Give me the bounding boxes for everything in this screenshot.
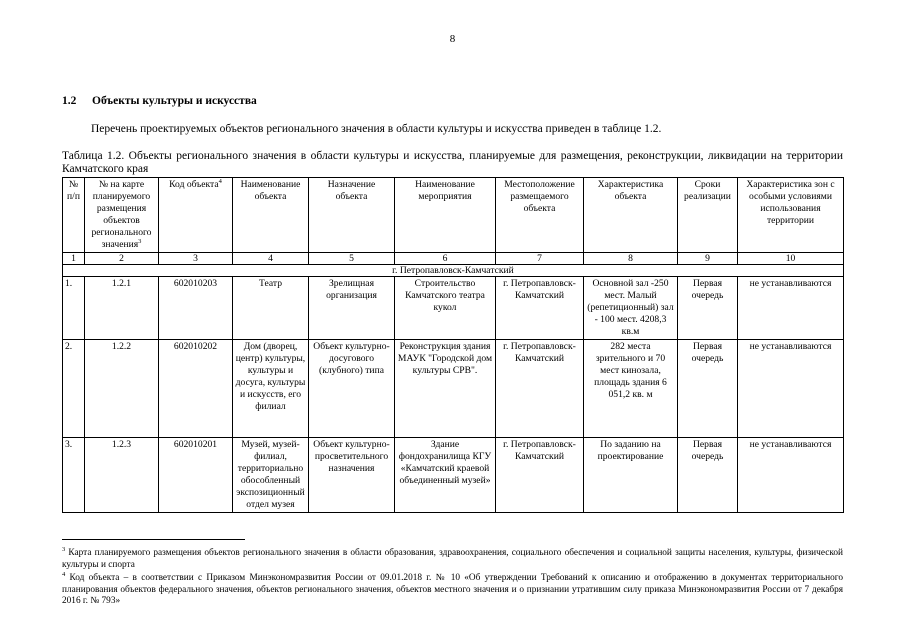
cell-object-code: 602010203 bbox=[159, 277, 233, 340]
table-row bbox=[63, 340, 844, 438]
cell-zones: не устанавливаются bbox=[738, 277, 844, 340]
column-number: 8 bbox=[584, 253, 678, 265]
table-row bbox=[63, 277, 844, 340]
group-title: г. Петропавловск-Камчатский bbox=[63, 265, 844, 277]
cell-zones: не устанавливаются bbox=[738, 340, 844, 438]
footnote-ref-3: 3 bbox=[138, 237, 142, 245]
footnote-4 bbox=[62, 570, 844, 608]
footnote-3 bbox=[62, 545, 843, 571]
cell-row-number: 3. bbox=[63, 438, 85, 513]
cell-object-purpose: Объект культурно-досугового (клубного) типа bbox=[309, 340, 395, 438]
cell-object-name: Дом (дворец, центр) культуры, культуры и досуга, культуры и искусств, его филиал bbox=[233, 340, 309, 438]
column-number: 10 bbox=[738, 253, 844, 265]
footnote-mark: 4 bbox=[62, 570, 66, 578]
cell-object-code: 602010201 bbox=[159, 438, 233, 513]
cell-term: Первая очередь bbox=[678, 277, 738, 340]
column-number: 1 bbox=[63, 253, 85, 265]
header-col-9: Сроки реализации bbox=[678, 178, 738, 253]
cell-object-name: Театр bbox=[233, 277, 309, 340]
cell-action-name: Строительство Камчатского театра кукол bbox=[395, 277, 496, 340]
footnote-mark: 3 bbox=[62, 545, 66, 553]
cell-object-purpose: Объект культурно-просветительного назначения bbox=[309, 438, 395, 513]
cell-zones: не устанавливаются bbox=[738, 438, 844, 513]
cell-action-name: Здание фондохранилища КГУ «Камчатский краевой объединенный музей» bbox=[395, 438, 496, 513]
group-row bbox=[63, 265, 844, 277]
cell-object-name: Музей, музей-филиал, территориально обособленный экспозиционный отдел музея bbox=[233, 438, 309, 513]
intro-paragraph: Перечень проектируемых объектов регионального значения в области культуры и искусства приведен в таблице 1.2. bbox=[91, 123, 662, 135]
page-number: 8 bbox=[449, 33, 456, 45]
section-heading bbox=[62, 95, 257, 107]
cell-object-purpose: Зрелищная организация bbox=[309, 277, 395, 340]
table-header-row bbox=[63, 178, 844, 253]
cell-term: Первая очередь bbox=[678, 438, 738, 513]
header-col-5: Назначение объекта bbox=[309, 178, 395, 253]
header-col-1: № п/п bbox=[63, 178, 85, 253]
cell-row-number: 2. bbox=[63, 340, 85, 438]
cell-location: г. Петропавловск-Камчатский bbox=[496, 438, 584, 513]
column-number: 7 bbox=[496, 253, 584, 265]
cell-map-number: 1.2.2 bbox=[85, 340, 159, 438]
column-number: 5 bbox=[309, 253, 395, 265]
cell-characteristics: По заданию на проектирование bbox=[584, 438, 678, 513]
cell-location: г. Петропавловск-Камчатский bbox=[496, 277, 584, 340]
footnote-ref-4: 4 bbox=[218, 177, 222, 185]
footnotes bbox=[62, 545, 844, 610]
footnote-text: Код объекта – в соответствии с Приказом Минэкономразвития России от 09.01.2018 г. № 10 «Об утверждении Требований к описанию и отображению в документах территориального планирования объектов федерального значения, объектов регионального значения, объектов местного значения и о признании утратившим силу приказа Минэкономразвития России от 7 декабря 2016 г. № 793» bbox=[62, 573, 844, 606]
column-number: 9 bbox=[678, 253, 738, 265]
table-row bbox=[63, 438, 844, 513]
section-title: Объекты культуры и искусства bbox=[92, 95, 257, 107]
header-col-7: Местоположение размещаемого объекта bbox=[496, 178, 584, 253]
column-number: 6 bbox=[395, 253, 496, 265]
cell-action-name: Реконструкция здания МАУК "Городской дом культуры СРВ". bbox=[395, 340, 496, 438]
cell-row-number: 1. bbox=[63, 277, 85, 340]
cell-map-number: 1.2.1 bbox=[85, 277, 159, 340]
cell-term: Первая очередь bbox=[678, 340, 738, 438]
table-caption: Таблица 1.2. Объекты регионального значения в области культуры и искусства, планируемые для размещения, реконструкции, ликвидации на территории Камчатского края bbox=[62, 150, 843, 175]
header-col-3: Код объекта$^4$ bbox=[159, 178, 233, 253]
column-number: 4 bbox=[233, 253, 309, 265]
cell-characteristics: Основной зал -250 мест. Малый (репетиционный) зал - 100 мест. 4208,3 кв.м bbox=[584, 277, 678, 340]
cell-map-number: 1.2.3 bbox=[85, 438, 159, 513]
header-col-4: Наименование объекта bbox=[233, 178, 309, 253]
section-number: 1.2 bbox=[62, 95, 77, 107]
header-col-10: Характеристика зон с особыми условиями использования территории bbox=[738, 178, 844, 253]
column-number: 3 bbox=[159, 253, 233, 265]
cell-characteristics: 282 места зрительного и 70 мест кинозала, площадь здания 6 051,2 кв. м bbox=[584, 340, 678, 438]
cell-object-code: 602010202 bbox=[159, 340, 233, 438]
cell-location: г. Петропавловск-Камчатский bbox=[496, 340, 584, 438]
footnote-text: Карта планируемого размещения объектов регионального значения в области образования, здравоохранения, социального обеспечения и социальной защиты населения, культуры, физической культуры и спорта bbox=[62, 548, 843, 570]
column-number: 2 bbox=[85, 253, 159, 265]
header-col-2: № на карте планируемого размещения объектов регионального значения$^3$ bbox=[85, 178, 159, 253]
footnote-separator bbox=[62, 539, 245, 540]
column-number-row bbox=[63, 253, 844, 265]
header-col-8: Характеристика объекта bbox=[584, 178, 678, 253]
culture-objects-table bbox=[62, 177, 844, 513]
header-col-6: Наименование мероприятия bbox=[395, 178, 496, 253]
